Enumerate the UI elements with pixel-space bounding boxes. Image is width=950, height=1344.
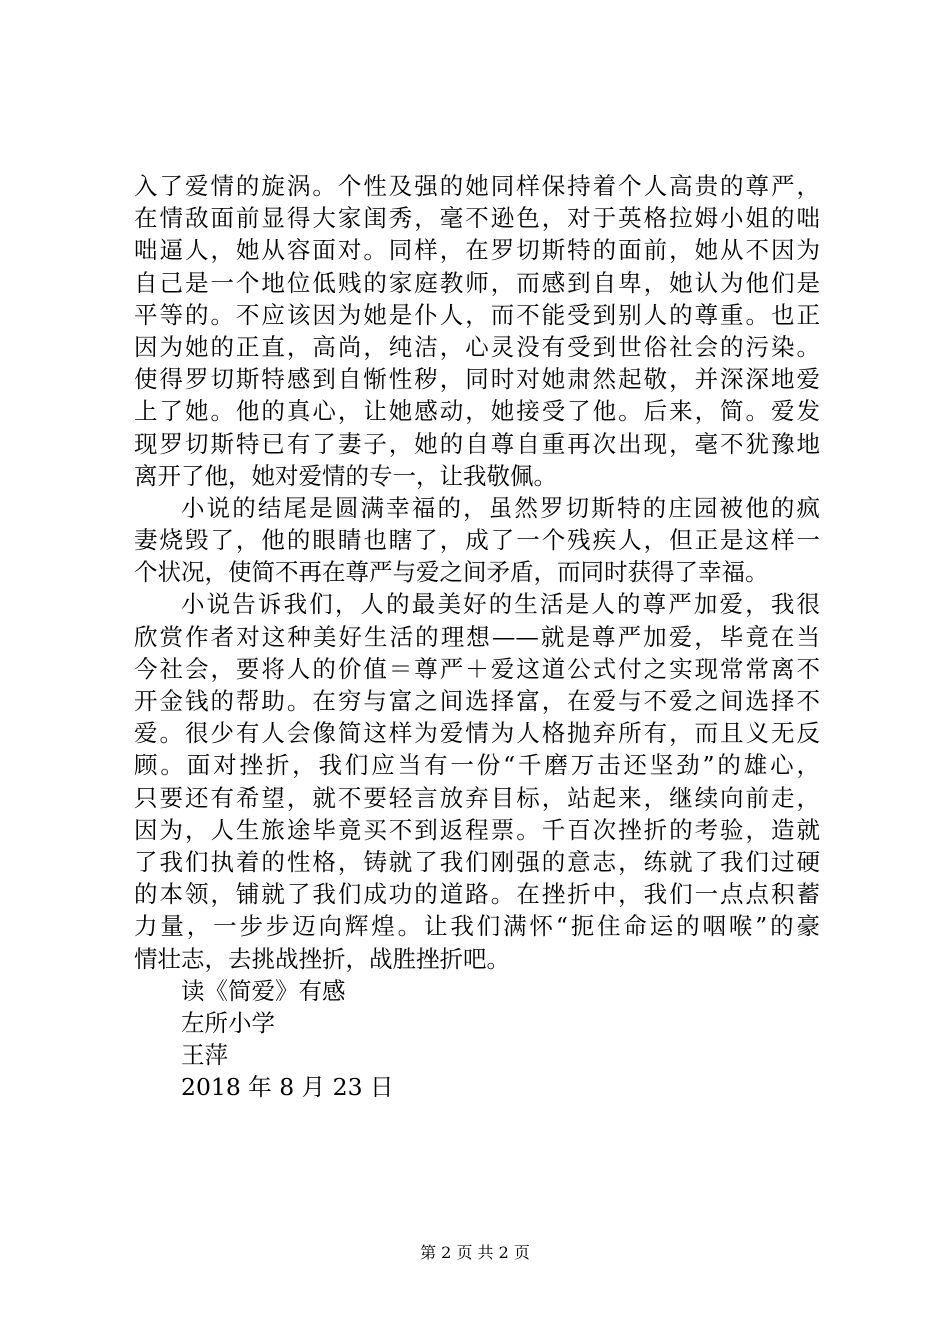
paragraph-line: 因为，人生旅途毕竟买不到返程票。千百次挫折的考验，造就	[134, 815, 820, 844]
paragraph-line: 咄逼人，她从容面对。同样，在罗切斯特的面前，她从不因为	[134, 236, 820, 265]
paragraph-line: 因为她的正直，高尚，纯洁，心灵没有受到世俗社会的污染。	[134, 332, 820, 361]
paragraph-line: 小说的结尾是圆满幸福的，虽然罗切斯特的庄园被他的疯	[181, 493, 820, 522]
page-footer: 第 2 页 共 2 页	[420, 1243, 530, 1262]
paragraph-line: 小说告诉我们，人的最美好的生活是人的尊严加爱，我很	[181, 590, 820, 619]
paragraph-line: 爱。很少有人会像简这样为爱情为人格抛弃所有，而且义无反	[134, 719, 820, 748]
paragraph	[134, 588, 820, 974]
paragraph-line: 自己是一个地位低贱的家庭教师，而感到自卑，她认为他们是	[134, 268, 820, 297]
school-name: 左所小学	[181, 1008, 275, 1037]
paragraph-line: 了我们执着的性格，铸就了我们刚强的意志，练就了我们过硬	[134, 847, 820, 876]
paragraph-line: 离开了他，她对爱情的专一，让我敬佩。	[134, 461, 557, 490]
paragraph-line: 力量，一步步迈向辉煌。让我们满怀“扼住命运的咽喉”的豪	[134, 912, 820, 941]
paragraphs	[134, 170, 820, 975]
paragraph-line: 情壮志，去挑战挫折，战胜挫折吧。	[134, 944, 510, 973]
paragraph-line: 上了她。他的真心，让她感动，她接受了他。后来，简。爱发	[134, 397, 820, 426]
paragraph-line: 在情敌面前显得大家闺秀，毫不逊色，对于英格拉姆小姐的咄	[134, 204, 820, 233]
essay-title-line: 读《简爱》有感	[181, 976, 346, 1005]
paragraph	[134, 170, 820, 492]
paragraph-line: 欣赏作者对这种美好生活的理想——就是尊严加爱，毕竟在当	[134, 622, 820, 651]
paragraph-line: 妻烧毁了，他的眼睛也瞎了，成了一个残疾人，但正是这样一	[134, 526, 820, 555]
paragraph-line: 使得罗切斯特感到自惭性秽，同时对她肃然起敬，并深深地爱	[134, 365, 820, 394]
paragraph	[134, 492, 820, 589]
paragraph-line: 开金钱的帮助。在穷与富之间选择富，在爱与不爱之间选择不	[134, 687, 820, 715]
paragraph-line: 只要还有希望，就不要轻言放弃目标，站起来，继续向前走，	[134, 783, 820, 812]
paragraph-line: 的本领，铺就了我们成功的道路。在挫折中，我们一点点积蓄	[134, 880, 820, 909]
paragraph-line: 平等的。不应该因为她是仆人，而不能受到别人的尊重。也正	[134, 300, 820, 329]
paragraph-line: 现罗切斯特已有了妻子，她的自尊自重再次出现，毫不犹豫地	[134, 429, 820, 458]
author-name: 王萍	[181, 1041, 228, 1070]
date-line: 2018 年 8 月 23 日	[181, 1073, 394, 1102]
essay-body	[134, 170, 820, 1103]
paragraph-line: 顾。面对挫折，我们应当有一份“千磨万击还坚劲”的雄心，	[134, 751, 820, 780]
paragraph-line: 今社会，要将人的价值＝尊严＋爱这道公式付之实现常常离不	[134, 654, 820, 683]
paragraph-line: 入了爱情的旋涡。个性及强的她同样保持着个人高贵的尊严，	[134, 172, 820, 200]
paragraph-line: 个状况，使简不再在尊严与爱之间矛盾，而同时获得了幸福。	[134, 558, 769, 587]
